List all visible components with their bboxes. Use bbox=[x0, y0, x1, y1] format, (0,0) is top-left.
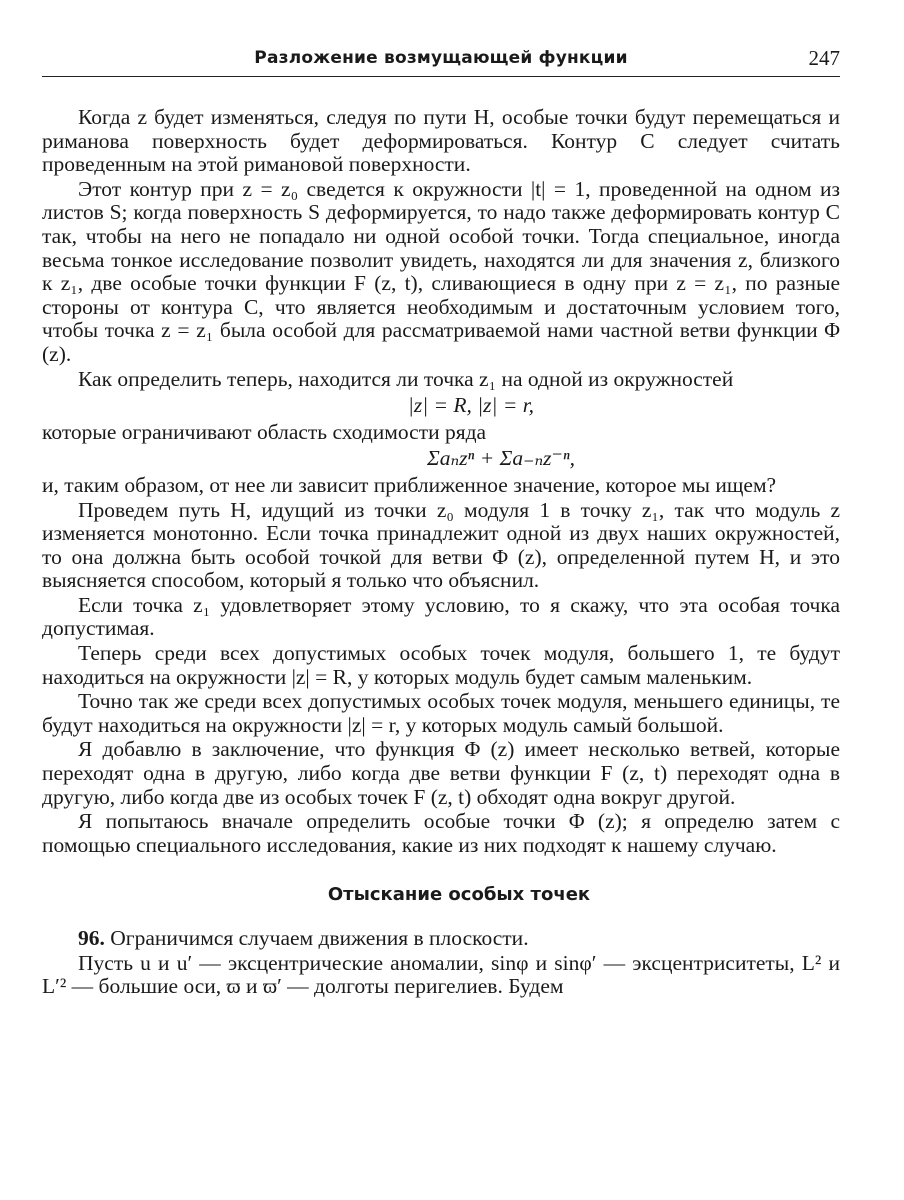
paragraph: и, таким образом, от нее ли зависит приближенное значение, которое мы ищем? bbox=[42, 472, 777, 497]
section-number: 96. bbox=[78, 926, 105, 950]
paragraph: Проведем путь H, идущий из точки z₀ модуля 1 в точку z₁, так что модуль z изменяется монотонно. Если точка принадлежит одной из двух наших окружностей, то она должна быть особой точкой для ветви Φ (z), определенной путем H, и это выясняется способом, который я только что объяснил. bbox=[42, 497, 840, 593]
page-body bbox=[42, 106, 840, 1000]
paragraph: Я попытаюсь вначале определить особые точки Φ (z); я определю затем с помощью специального исследования, какие из них подходят к нашему случаю. bbox=[42, 809, 840, 857]
formula-circles: |z| = R, |z| = r, bbox=[407, 393, 535, 418]
page-header bbox=[42, 48, 840, 77]
paragraph: Я добавлю в заключение, что функция Φ (z) имеет несколько ветвей, которые переходят одна в другую, либо когда две ветви функции F (z, t) переходят одна в другую, либо когда две из особых точек F (z, t) обходят одна вокруг другой. bbox=[42, 737, 840, 809]
paragraph: Теперь среди всех допустимых особых точек модуля, большего 1, те будут находиться на окружности |z| = R, у которых модуль будет самым маленьким. bbox=[42, 641, 840, 689]
paragraph: Как определить теперь, находится ли точка z₁ на одной из окружностей bbox=[78, 366, 734, 391]
paragraph: Точно так же среди всех допустимых особых точек модуля, меньшего единицы, те будут находиться на окружности |z| = r, у которых модуль самый большой. bbox=[42, 689, 840, 737]
section-first-text: Ограничимся случаем движения в плоскости. bbox=[110, 926, 529, 950]
section-first-paragraph bbox=[42, 927, 840, 951]
paragraph: Если точка z₁ удовлетворяет этому условию, то я скажу, что эта особая точка допустимая. bbox=[42, 592, 840, 641]
paragraph: Пусть u и u′ — эксцентрические аномалии, sinφ и sinφ′ — эксцентриситеты, L² и L′² — большие оси, ϖ и ϖ′ — долготы перигелиев. Будем bbox=[42, 950, 840, 999]
paragraph: Этот контур при z = z₀ сведется к окружности |t| = 1, проведенной на одном из листов S; когда поверхность S деформируется, то надо также деформировать контур C так, чтобы на него не попадало ни одной особой точки. Тогда специальное, иногда весьма тонкое исследование позволит увидеть, находятся ли для значения z, близкого к z₁, две особые точки функции F (z, t), сливающиеся в одну при z = z₁, по разные стороны от контура C, что является необходимым и достаточным условием того, чтобы точка z = z₁ была особой для рассматриваемой нами частной ветви функции Φ (z). bbox=[42, 176, 840, 366]
formula-series: Σaₙzⁿ + Σa₋ₙz⁻ⁿ, bbox=[426, 446, 576, 471]
paragraph: Когда z будет изменяться, следуя по пути H, особые точки будут перемещаться и риманова поверхность будет деформироваться. Контур C следует считать проведенным на этой римановой поверхности. bbox=[42, 105, 840, 177]
page-number: 247 bbox=[808, 46, 840, 70]
section-title: Отыскание особых точек bbox=[327, 884, 591, 906]
paragraph: которые ограничивают область сходимости ряда bbox=[42, 419, 487, 444]
running-title: Разложение возмущающей функции bbox=[254, 48, 628, 68]
